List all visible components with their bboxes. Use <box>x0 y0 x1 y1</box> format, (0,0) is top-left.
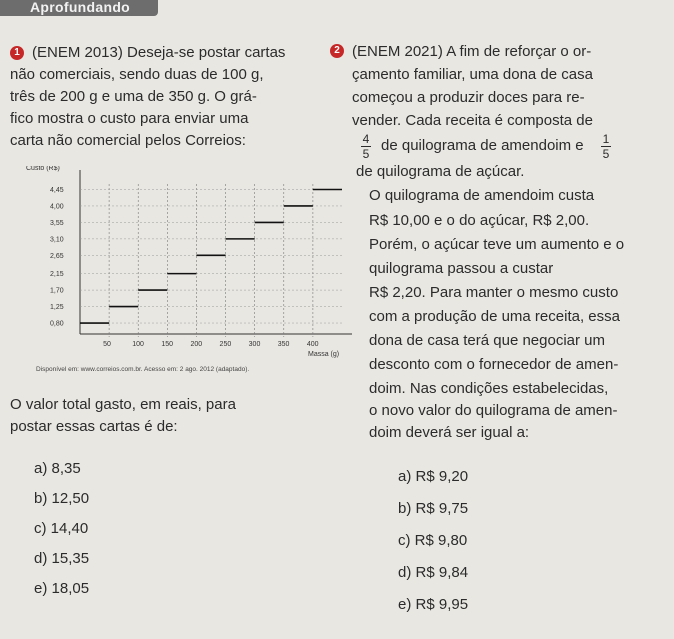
q2-option-e[interactable]: e) R$ 9,95 <box>398 596 469 613</box>
y-tick-label: 4,45 <box>50 186 64 194</box>
q2-option-b[interactable]: b) R$ 9,75 <box>398 500 469 517</box>
q2-option-c[interactable]: c) R$ 9,80 <box>398 532 468 549</box>
q1-line: três de 200 g e uma de 350 g. O grá- <box>10 88 257 105</box>
q2-line: R$ 10,00 e o do açúcar, R$ 2,00. <box>369 212 590 229</box>
q1-option-d[interactable]: d) 15,35 <box>34 550 90 567</box>
y-tick-label: 1,25 <box>50 304 64 312</box>
q2-line: O quilograma de amendoim custa <box>369 187 595 204</box>
fraction-four-fifths <box>361 133 371 160</box>
x-tick-label: 350 <box>277 341 290 348</box>
postage-cost-chart <box>22 166 352 388</box>
x-tick-label: 400 <box>306 341 319 348</box>
q2-line: Porém, o açúcar teve um aumento e o <box>369 236 625 253</box>
x-tick-label: 250 <box>219 341 232 348</box>
q1-option-c[interactable]: c) 14,40 <box>34 520 89 537</box>
y-tick-label: 4,00 <box>50 203 64 211</box>
q1-option-e[interactable]: e) 18,05 <box>34 580 90 597</box>
question-1-number: 1 <box>10 46 24 60</box>
fraction-denominator: 5 <box>602 147 610 161</box>
question-2-number: 2 <box>330 44 344 58</box>
q2-line: começou a produzir doces para re- <box>352 89 585 106</box>
x-tick-label: 150 <box>161 341 174 348</box>
x-tick-label: 100 <box>132 341 144 348</box>
q1-option-a[interactable]: a) 8,35 <box>34 460 81 477</box>
q1-line: (ENEM 2013) Deseja-se postar cartas <box>32 44 286 61</box>
q1-line: fico mostra o custo para enviar uma <box>10 110 249 127</box>
y-tick-label: 3,55 <box>50 219 64 227</box>
q2-line: doim. Nas condições estabelecidas, <box>369 380 609 397</box>
x-tick-label: 50 <box>103 341 111 348</box>
q1-line: não comerciais, sendo duas de 100 g, <box>10 66 264 83</box>
y-axis-label: Custo (R$) <box>26 166 60 172</box>
q2-line: o novo valor do quilograma de amen- <box>369 402 618 419</box>
q2-line: de quilograma de amendoim e <box>381 137 584 154</box>
q2-option-d[interactable]: d) R$ 9,84 <box>398 564 469 581</box>
chart-source-caption: Disponível em: www.correios.com.br. Acesso em: 2 ago. 2012 (adaptado). <box>36 366 250 373</box>
y-tick-label: 3,10 <box>50 236 64 244</box>
q2-line: desconto com o fornecedor de amen- <box>369 356 619 373</box>
y-tick-label: 2,65 <box>50 252 64 260</box>
fraction-denominator: 5 <box>362 147 370 161</box>
section-title: Aprofundando <box>30 0 131 15</box>
q2-line: com a produção de uma receita, essa <box>369 308 620 325</box>
q2-line: quilograma passou a custar <box>369 260 554 277</box>
fraction-one-fifth <box>601 133 611 160</box>
fraction-numerator: 4 <box>362 132 370 146</box>
y-tick-label: 0,80 <box>50 320 64 328</box>
q2-line: (ENEM 2021) A fim de reforçar o or- <box>352 43 592 60</box>
x-tick-label: 200 <box>190 341 203 348</box>
q2-line: dona de casa terá que negociar um <box>369 332 605 349</box>
x-tick-label: 300 <box>248 341 261 348</box>
q1-question: postar essas cartas é de: <box>10 418 178 435</box>
chart-svg <box>22 166 352 366</box>
q2-line: de quilograma de açúcar. <box>356 163 525 180</box>
q1-line: carta não comercial pelos Correios: <box>10 132 246 149</box>
q2-option-a[interactable]: a) R$ 9,20 <box>398 468 469 485</box>
q2-line: R$ 2,20. Para manter o mesmo custo <box>369 284 619 301</box>
x-axis-label: Massa (g) <box>308 351 340 358</box>
q1-option-b[interactable]: b) 12,50 <box>34 490 90 507</box>
q2-line: vender. Cada receita é composta de <box>352 112 593 129</box>
fraction-numerator: 1 <box>602 132 610 146</box>
q2-line: çamento familiar, uma dona de casa <box>352 66 593 83</box>
y-tick-label: 1,70 <box>50 287 64 295</box>
q1-question: O valor total gasto, em reais, para <box>10 396 236 413</box>
q2-line: doim deverá ser igual a: <box>369 424 530 441</box>
section-header <box>0 0 158 16</box>
y-tick-label: 2,15 <box>50 271 64 279</box>
